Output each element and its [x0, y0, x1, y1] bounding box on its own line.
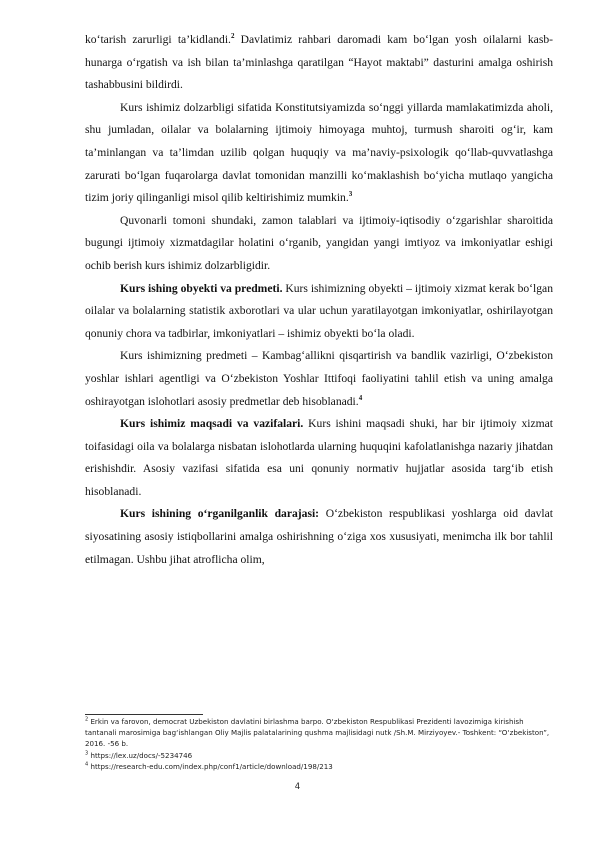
footnote-link[interactable]: https://research-edu.com/index.php/conf1/article/download/198/213 — [90, 761, 333, 771]
paragraph-text: Davlatimiz rahbari daromadi kam bo‘lgan yosh oilalarni kasb-hunarga o‘rgatish va ish bilan ta’minlashga qaratilgan “Hayot maktabi” dasturini amalga oshirish tashabbusini bildirdi. — [85, 33, 553, 92]
footnote — [85, 716, 553, 750]
paragraph-text: O‘zbekiston respublikasi yoshlarga oid davlat siyosatining asosiy istiqbollarini amalga oshirishning o‘ziga xos xususiyati, menimcha ilk bor tahlil etilmagan. Ushbu jihat atroflicha olim, — [85, 507, 553, 566]
footnote — [85, 750, 553, 761]
paragraph-text: Quvonarli tomoni shundaki, zamon talablari va ijtimoiy-iqtisodiy o‘zgarishlar sharoitida bugungi ijtimoiy xizmatdagilar holatini o‘rganib, yangidan yangi imtiyoz va imkoniyatlar eshigi ochib berish kurs ishimiz dolzarbligidir. — [85, 213, 553, 272]
paragraph-5 — [85, 345, 553, 413]
footnote-ref: 2 — [230, 32, 235, 41]
paragraph-text: Kurs ishini maqsadi shuki, har bir ijtimoiy xizmat toifasidagi oila va bolalarga nisbatan islohotlarda ularning huquqini kafolatlanishga nazariy jihatdan erishishdir. Asosiy vazifasi sifatida esa uni qonuniy normativ hujjatlar asosida targ‘ib etish hisoblanadi. — [85, 417, 553, 498]
footnote-ref: 3 — [348, 190, 353, 199]
footnote-number: 4 — [85, 761, 89, 768]
footnote-link[interactable]: https://lex.uz/docs/-5234746 — [90, 750, 193, 760]
paragraph-text: Kurs ishimizning predmeti – Kambag‘allikni qisqartirish va bandlik vazirligi, O‘zbekiston yoshlar ishlari agentligi va O‘zbekiston Yoshlar Ittifoqi faoliyatini tahlil etish va uning amalga oshirayotgan islohotlari asosiy predmetlar deb hisoblanadi. — [85, 349, 553, 408]
paragraph-4 — [85, 278, 553, 346]
paragraph-text: Kurs ishimizning obyekti – ijtimoiy xizmat kerak bo‘lgan oilalar va bolalarning statistik axborotlari va ular uchun yaratilayotgan imkoniyatlar, oshirilayotgan qonuniy chora va tadbirlar, imkoniyatlari – ishimiz obyekti bo‘la oladi. — [85, 281, 553, 340]
paragraph-text: ko‘tarish zarurligi ta’kidlandi. — [85, 33, 231, 46]
page-number: 4 — [294, 782, 301, 792]
footnote-number: 3 — [85, 750, 89, 757]
paragraph-text: Kurs ishimiz dolzarbligi sifatida Konstitutsiyamizda so‘nggi yillarda mamlakatimizda aholi, shu jumladan, oilalar va bolalarning ijtimoiy himoyaga muhtoj, turmush sharoiti og‘ir, kam ta’minlangan va ta’limdan uzilib qolgan huquqiy va ma’naviy-psixologik qo‘llab-quvvatlashga zarurati bo‘lgan fuqarolarga davlat tomonidan manzilli ko‘maklashish bo‘yicha mutlaqo yangicha tizim joriy qilinganligi misol qilib keltirishimiz mumkin. — [85, 100, 553, 205]
section-heading: Kurs ishimiz maqsadi va vazifalari. — [120, 417, 304, 431]
section-heading: Kurs ishining o‘rganilganlik darajasi: — [120, 507, 320, 521]
paragraph-7 — [85, 503, 553, 571]
footnote-divider — [85, 714, 203, 715]
body-text — [85, 29, 553, 571]
paragraph-2 — [85, 97, 553, 210]
section-heading: Kurs ishing obyekti va predmeti. — [120, 281, 283, 295]
footnote-text: Erkin va farovon, democrat Uzbekiston davlatini birlashma barpo. O‘zbekiston Respublikasi Prezidenti lavozimiga kirishish tantanali marosimiga bag‘ishlangan Oliy Majlis palatalarining qushma majlisidagi nutk /Sh.M. Mirziyoyev.- Toshkent: “O‘zbekiston”, 2016. -56 b. — [85, 717, 550, 749]
footnote-ref: 4 — [358, 393, 363, 402]
footnote — [85, 761, 553, 772]
footnotes — [85, 716, 553, 772]
paragraph-1 — [85, 29, 553, 97]
footnote-number: 2 — [85, 716, 89, 723]
paragraph-3 — [85, 210, 553, 278]
paragraph-6 — [85, 413, 553, 503]
